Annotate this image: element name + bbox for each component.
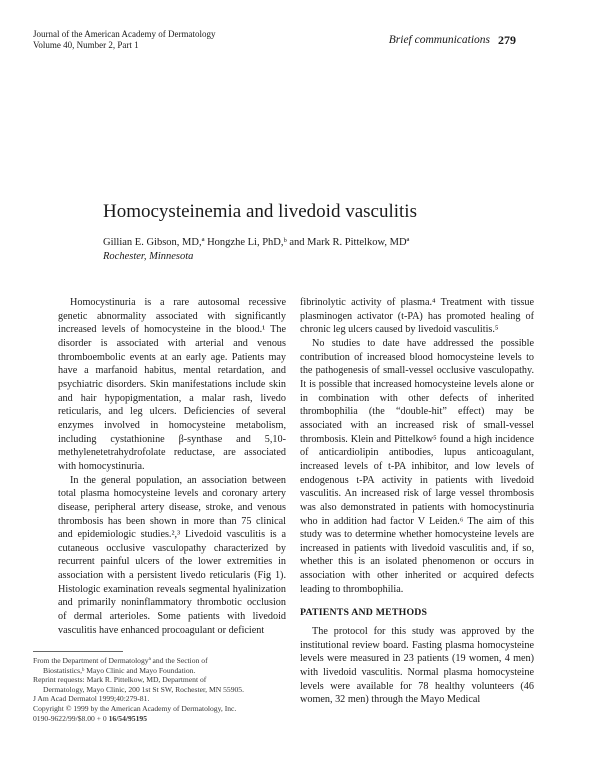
footnote-rule xyxy=(33,651,123,652)
general-population-paragraph: In the general population, an association between total plasma homocysteine levels and coronary artery disease, peripheral artery disease, stroke, and venous thrombosis has been shown in more than 75 clinical and epidemiologic studies.²,³ Livedoid vasculitis is a cutaneous occlusive vasculopathy characterized by recurrent painful ulcers of the lower extremities in association with a persistent livedo reticularis (Fig 1). Histologic examination reveals segmental hyalinization and primarily noninflammatory thrombotic occlusion of dermal arterioles. Some patients with livedoid vasculitis have enhanced procoagulant or deficient xyxy=(58,474,286,636)
issn-prefix: 0190-9622/99/$8.00 + 0 xyxy=(33,713,107,723)
methods-paragraph: The protocol for this study was approved by the institutional review board. Fasting plasma homocysteine levels were measured in 23 patients (19 women, 4 men) with livedoid vasculitis. Normal plasma homocysteine levels were available for 78 healthy volunteers (46 women, 32 men) through the Mayo Medical xyxy=(300,626,534,706)
citation-note: J Am Acad Dermatol 1999;40:279-81. xyxy=(33,694,150,704)
author-location: Rochester, Minnesota xyxy=(103,251,194,262)
running-title: Brief communications xyxy=(388,34,490,46)
journal-name: Journal of the American Academy of Dermatology xyxy=(33,29,216,39)
issn-code: 16/54/95195 xyxy=(108,713,147,723)
body-left-column xyxy=(58,296,286,637)
reprint-note: Reprint requests: Mark R. Pittelkow, MD, Department of xyxy=(33,675,207,685)
journal-volume: Volume 40, Number 2, Part 1 xyxy=(33,40,139,50)
journal-info xyxy=(33,29,215,51)
continued-paragraph: fibrinolytic activity of plasma.⁴ Treatment with tissue plasminogen activator (t-PA) has promoted healing of chronic leg ulcers caused by livedoid vasculitis.⁵ xyxy=(300,297,534,336)
section-heading-methods: PATIENTS AND METHODS xyxy=(300,607,428,619)
affiliation-note-cont: Biostatistics,ᵇ Mayo Clinic and Mayo Foundation. xyxy=(43,665,196,675)
reprint-note-cont: Dermatology, Mayo Clinic, 200 1st St SW, Rochester, MN 55905. xyxy=(43,684,244,694)
issn-note xyxy=(33,714,285,724)
copyright-note: Copyright © 1999 by the American Academy of Dermatology, Inc. xyxy=(33,703,237,713)
article-footnotes xyxy=(33,651,285,723)
article-authors: Gillian E. Gibson, MD,ª Hongzhe Li, PhD,ᵇ and Mark R. Pittelkow, MDª xyxy=(103,237,410,248)
intro-paragraph: Homocystinuria is a rare autosomal recessive genetic abnormality associated with significantly increased levels of homocysteine in the blood.¹ The disorder is associated with arterial and venous thromboembolic events at an early age. Patients may have a marfanoid habitus, mental retardation, and psychiatric disorders. Skin manifestations include skin and hair hypopigmentation, a malar rash, livedo reticularis, and leg ulcers. Deficiencies of several enzymes involved in homocysteine metabolism, including cystathionine β-synthase and 5,10-methylenetetrahydrofolate reductase, are associated with homocystinuria. xyxy=(58,297,286,472)
body-right-column xyxy=(300,296,534,707)
affiliation-note: From the Department of Dermatologyª and the Section of xyxy=(33,656,208,665)
hypothesis-paragraph: No studies to date have addressed the possible contribution of increased blood homocysteine levels to the pathogenesis of small-vessel occlusive vasculopathy. It is possible that increased homocysteine levels alone or in combination with other defects of inherited thrombophilia (the “double-hit” effect) may be associated with an increased risk of small-vessel thrombosis. Klein and Pittelkow⁵ found a high incidence of anticardiolipin antibodies, lupus anticoagulant, increased levels of t-PA inhibitor, and low levels of endogenous t-PA activity in patients with livedoid vasculitis. An increased risk of large vessel thrombosis was also demonstrated in patients with homocystinuria who in addition had factor V Leiden.⁶ The aim of this study was to determine whether homocysteine levels are increased in patients with livedoid vasculitis and, if so, whether this is an isolated phenomenon or occurs in association with other inherited or acquired defects leading to thrombophilia. xyxy=(300,337,534,595)
article-title: Homocysteinemia and livedoid vasculitis xyxy=(103,201,417,222)
page-number: 279 xyxy=(498,33,516,47)
